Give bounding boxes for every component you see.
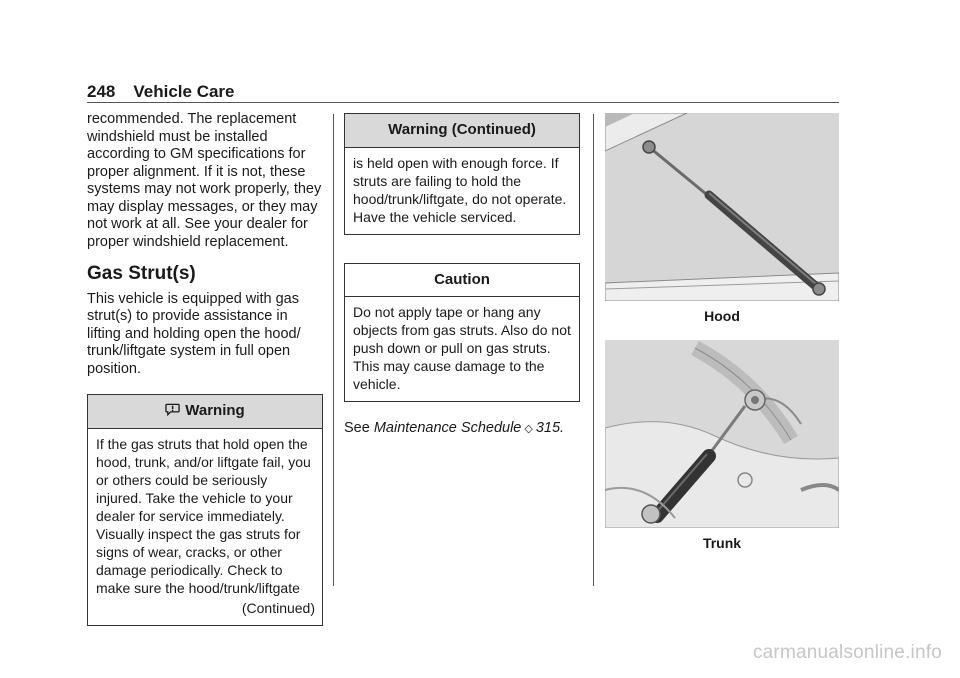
warning-continued-box: [344, 113, 580, 235]
page-ref-icon: ◇: [524, 423, 533, 435]
caution-text: Do not apply tape or hang any objects from gas struts. Also do not push down or pull on gas struts. This may cause damage to the vehicle.: [353, 304, 571, 392]
caution-header: Caution: [345, 264, 579, 298]
trunk-caption: Trunk: [702, 534, 742, 551]
continued-label: (Continued): [241, 599, 315, 616]
section-title: Vehicle Care: [133, 82, 235, 101]
warning-box-body: [88, 429, 322, 625]
warning-box: [87, 394, 323, 626]
hood-illustration: [605, 113, 839, 301]
intro-paragraph: recommended. The replacement windshield must be installed according to GM specifications for proper alignment. If it is not, these systems may not work properly, they may display messages, or they may not work at all. See your dealer for proper windshield replacement.: [87, 111, 322, 250]
warning-continued-text: is held open with enough force. If struts are failing to hold the hood/trunk/liftgate, do not operate. Have the vehicle serviced.: [353, 154, 567, 225]
section-heading: Gas Strut(s): [87, 263, 196, 284]
hood-caption: Hood: [704, 308, 740, 324]
trunk-illustration: [605, 340, 839, 528]
maintenance-schedule-link[interactable]: Maintenance Schedule: [373, 420, 522, 436]
column-divider-2: [593, 114, 594, 586]
see-prefix: See: [344, 420, 370, 436]
page-number: 248: [87, 82, 116, 101]
column-3: [605, 113, 839, 566]
warning-title: Warning: [185, 402, 245, 419]
see-reference: [344, 420, 580, 439]
caution-box: [344, 263, 580, 403]
column-divider-1: [333, 114, 334, 586]
caution-body: [345, 297, 579, 401]
body-paragraph: This vehicle is equipped with gas strut(s) to provide assistance in lifting and holding open the hood/ trunk/liftgate system in full open position.: [87, 290, 301, 377]
warning-icon: [165, 402, 180, 417]
warning-continued-body: [345, 148, 579, 234]
watermark: carmanualsonline.info: [752, 642, 942, 663]
trunk-strut-drawing: [605, 340, 839, 528]
warning-text: If the gas struts that hold open the hood, trunk, and/or liftgate fail, you or others could be seriously injured. Take the vehicle to your dealer for service immediately. Visually inspect the gas struts for signs of wear, cracks, or other damage periodically. Check to make sure the hood/trunk/liftgate: [96, 435, 311, 596]
hood-strut-drawing: [605, 113, 839, 301]
page-header: [87, 82, 235, 102]
warning-continued-header: Warning (Continued): [345, 114, 579, 148]
reference-page: 315.: [535, 420, 565, 436]
column-1: [87, 111, 323, 626]
warning-box-header: [88, 395, 322, 429]
header-rule: [87, 102, 839, 103]
column-2: [344, 113, 580, 439]
